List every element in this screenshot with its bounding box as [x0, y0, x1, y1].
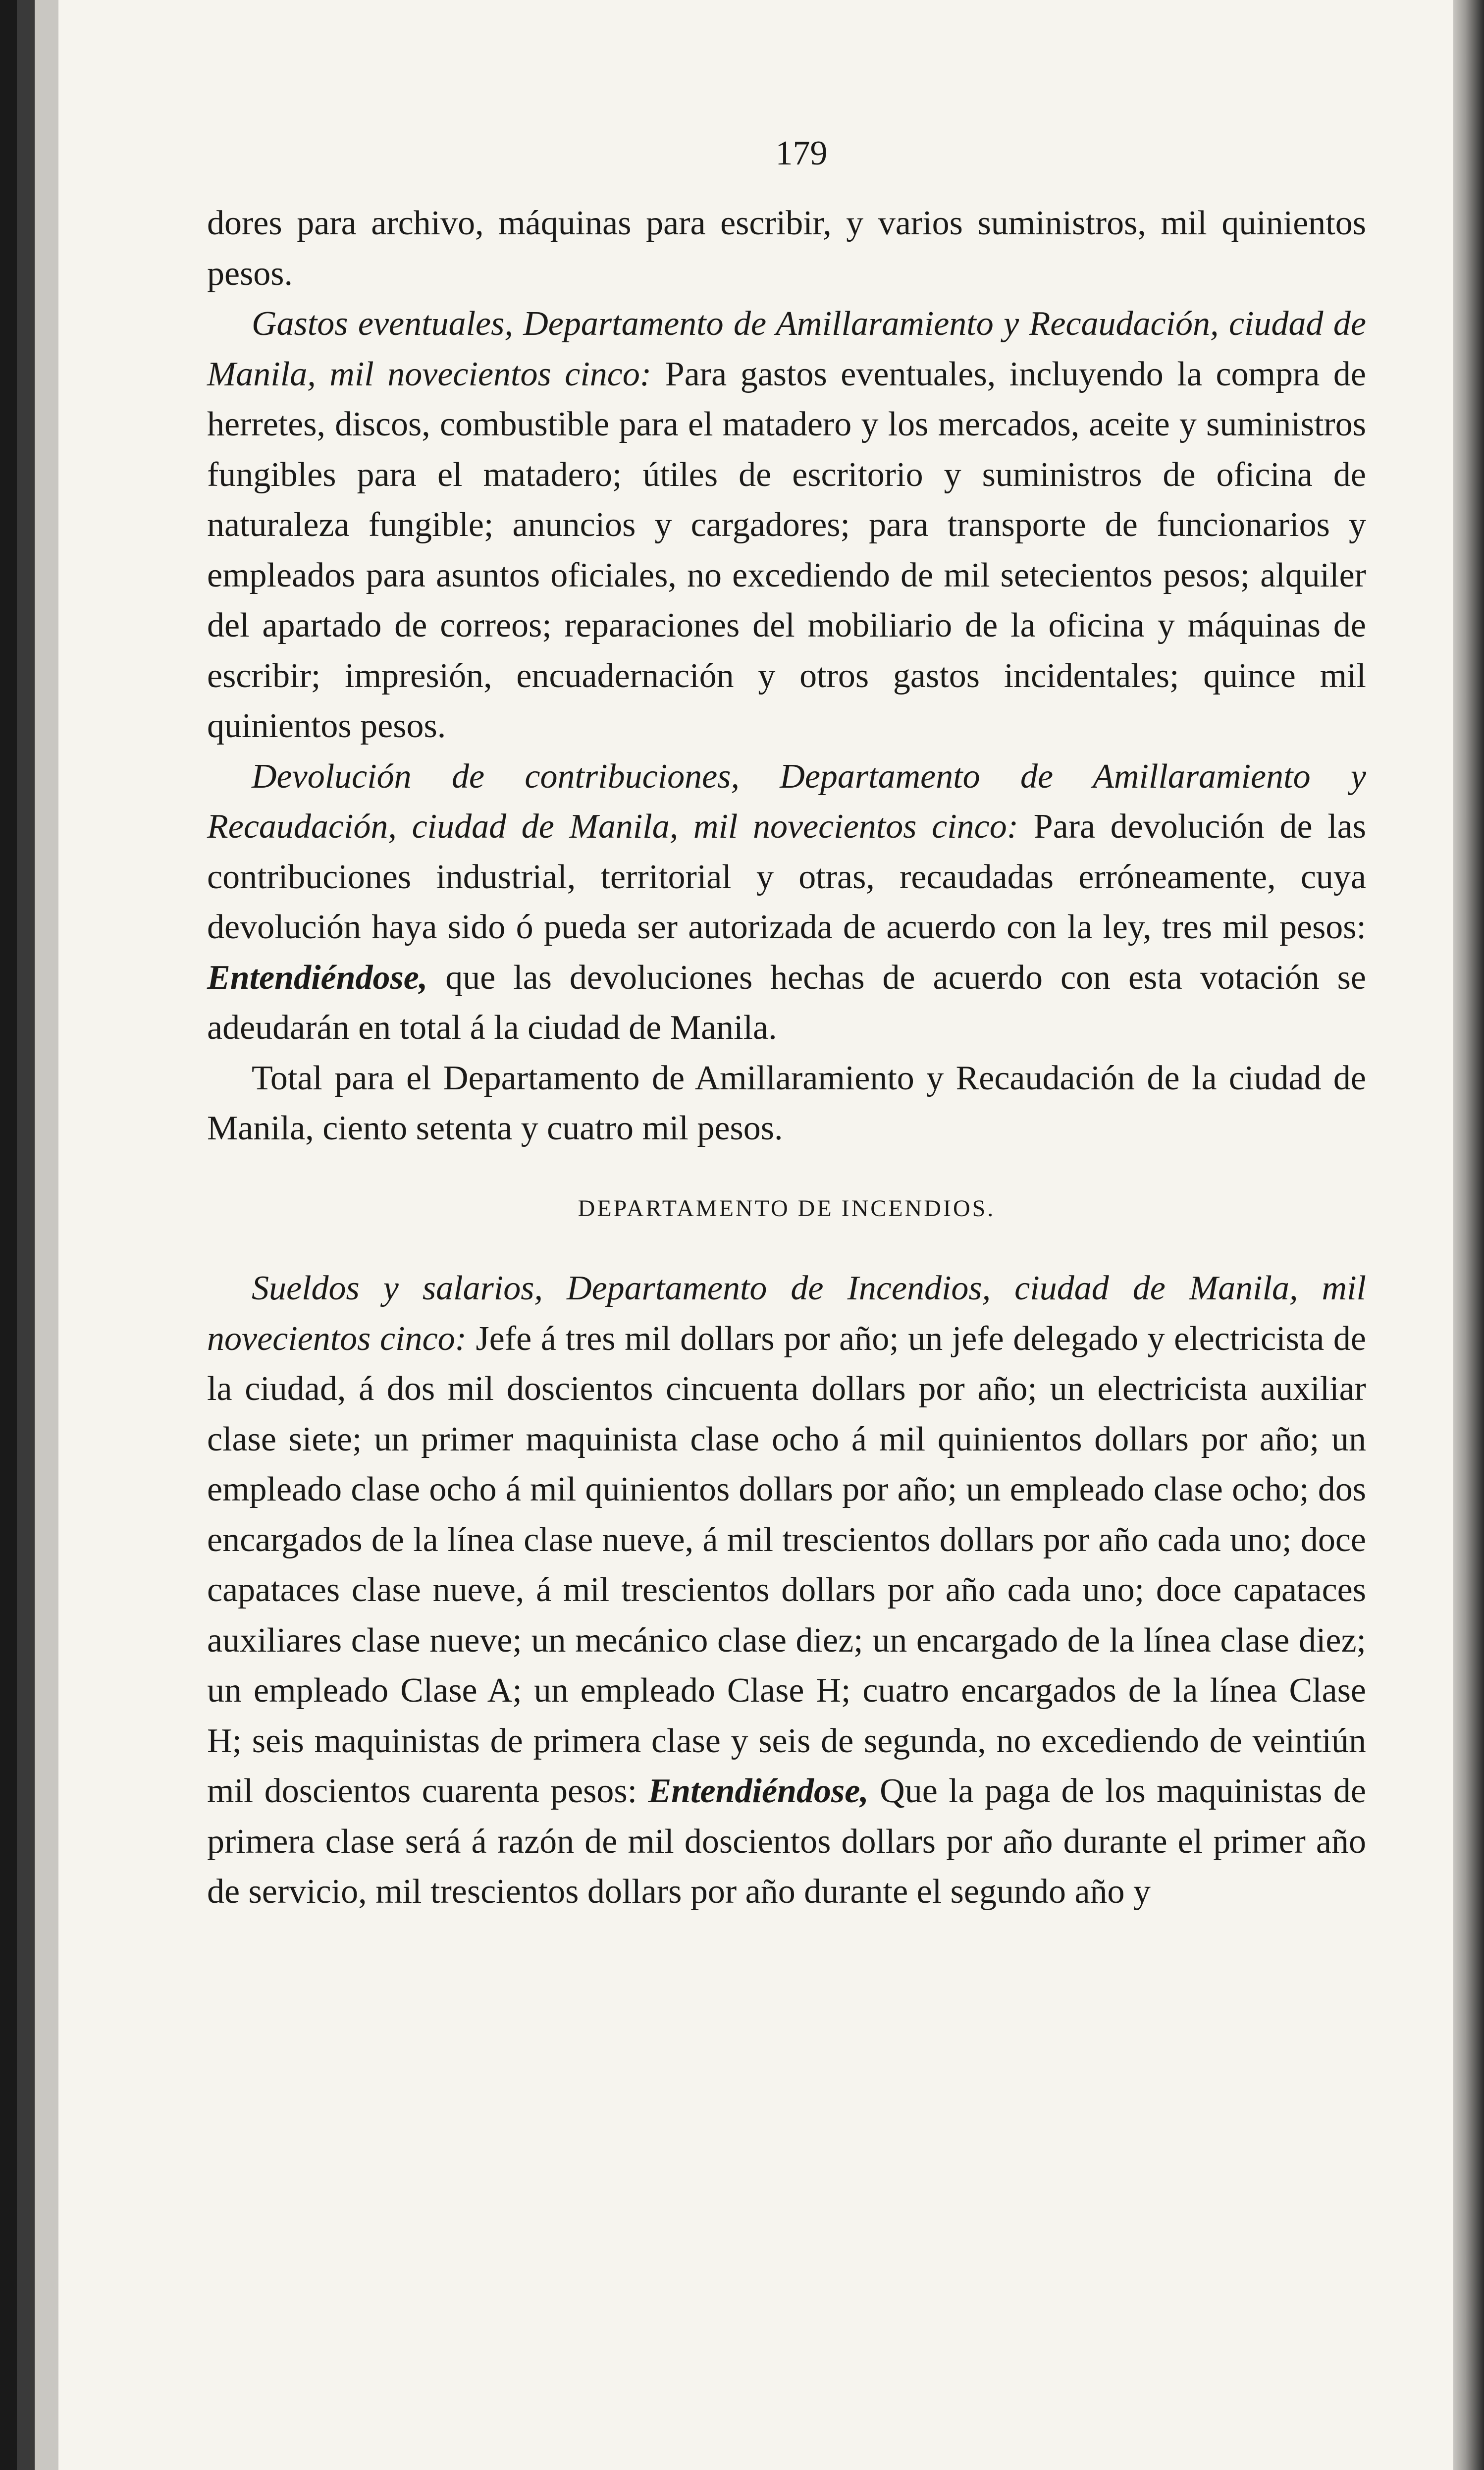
- paragraph-text-continued: Que la paga de los maquinistas de primera clase será á razón de mil doscientos dollars por año durante el primer año de servicio, mil trescientos dollars por año durante el segundo año y: [207, 1772, 1366, 1911]
- page-number: 179: [775, 134, 828, 172]
- section-title: DEPARTAMENTO DE INCENDIOS.: [578, 1195, 996, 1222]
- paragraph-text: Jefe á tres mil dollars por año; un jefe delegado y electricista de la ciudad, á dos mil doscientos cincuenta dollars por año; un electricista auxiliar clase siete; un primer maquinista clase ocho á mil quinientos dollars por año; un empleado clase ocho á mil quinientos dollars por año; un empleado clase ocho; dos encargados de la línea clase nueve, á mil trescientos dollars por año cada uno; doce capataces clase nueve, á mil trescientos dollars por año cada uno; doce capataces auxiliares clase nueve; un mecánico clase diez; un encargado de la línea clase diez; un empleado Clase A; un empleado Clase H; cuatro encargados de la línea Clase H; seis maquinistas de primera clase y seis de segunda, no excediendo de veintiún mil doscientos cuarenta pesos:: [207, 1319, 1366, 1810]
- document-page: [58, 0, 1453, 2470]
- paragraph-total: Total para el Departamento de Amillaramiento y Recaudación de la ciudad de Manila, ciento setenta y cuatro mil pesos.: [207, 1059, 1366, 1147]
- paragraph-gastos-eventuales: [207, 299, 1366, 752]
- paragraph-text: Para devolución de las contribuciones industrial, territorial y otras, recaudadas erróneamente, cuya devolución haya sido ó pueda ser autorizada de acuerdo con la ley, tres mil pesos:: [207, 807, 1366, 946]
- page-right-edge: [1453, 0, 1484, 2470]
- paragraph-devolucion: [207, 752, 1366, 1053]
- paragraph-heading: Sueldos y salarios, Departamento de Incendios, ciudad de Manila, mil novecientos cinco:: [207, 1269, 1366, 1358]
- paragraph-text-continued: que las devoluciones hechas de acuerdo con esta votación se adeudarán en total á la ciudad de Manila.: [207, 958, 1366, 1047]
- paragraph-text: Para gastos eventuales, incluyendo la compra de herretes, discos, combustible para el matadero y los mercados, aceite y suministros fungibles para el matadero; útiles de escritorio y suministros de oficina de naturaleza fungible; anuncios y cargadores; para transporte de funcionarios y empleados para asuntos oficiales, no excediendo de mil setecientos pesos; alquiler del apartado de correos; reparaciones del mobiliario de la oficina y máquinas de escribir; impresión, encuadernación y otros gastos incidentales; quince mil quinientos pesos.: [207, 355, 1366, 745]
- paragraph-1: dores para archivo, máquinas para escribir, y varios suministros, mil quinientos pesos.: [207, 204, 1366, 293]
- paragraph-heading: Gastos eventuales, Departamento de Amillaramiento y Recaudación, ciudad de Manila, mil novecientos cinco:: [207, 305, 1366, 393]
- body-text: [207, 198, 1366, 1917]
- paragraph-heading: Devolución de contribuciones, Departamento de Amillaramiento y Recaudación, ciudad de Manila, mil novecientos cinco:: [207, 757, 1366, 846]
- proviso-keyword: Entendiéndose,: [207, 958, 428, 997]
- proviso-keyword: Entendiéndose,: [648, 1772, 869, 1810]
- book-binding-edge: [0, 0, 58, 2470]
- paragraph-sueldos: [207, 1263, 1366, 1917]
